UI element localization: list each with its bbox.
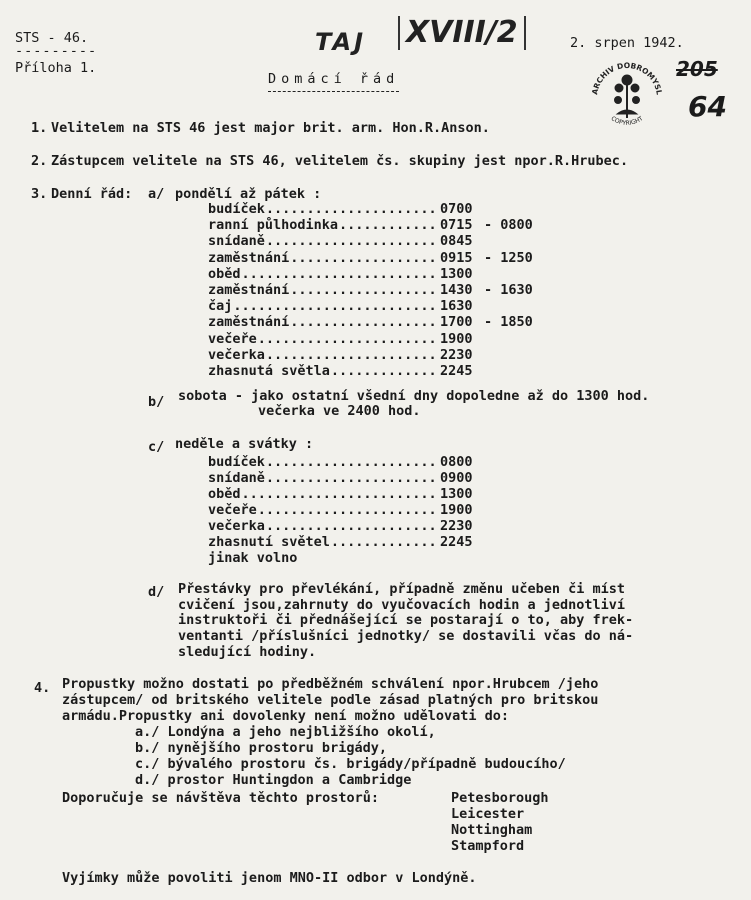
schedule-c-heading: neděle a svátky : bbox=[175, 436, 314, 452]
schedule-a-row-leader-dots: ..................... bbox=[265, 346, 437, 363]
schedule-a-row-time: 1430 bbox=[440, 282, 473, 298]
exceptions-note: Vyjímky může povoliti jenom MNO-II odbor v Londýně. bbox=[62, 870, 477, 886]
schedule-a-row-time: 0845 bbox=[440, 233, 473, 250]
schedule-c-row-leader-dots: ..................... bbox=[265, 470, 437, 486]
schedule-a-row-leader-dots: .................. bbox=[290, 314, 437, 331]
schedule-a-heading: pondělí až pátek : bbox=[175, 186, 322, 202]
schedule-d-line-3: instruktoři či přednášející se postarají o to, aby frek- bbox=[178, 612, 634, 628]
recommended-place-4: Stampford bbox=[451, 838, 525, 854]
item-3-number: 3. bbox=[31, 186, 48, 202]
stamp-bottom-text: COPYRIGHT bbox=[609, 115, 645, 127]
schedule-a-row-time: 1900 bbox=[440, 330, 473, 347]
schedule-a-row-time: 0715 bbox=[440, 217, 473, 234]
item-2-text: Zástupcem velitele na STS 46, velitelem čs. skupiny jest npor.R.Hrubec. bbox=[51, 153, 629, 169]
schedule-a-row-leader-dots: ..................... bbox=[265, 201, 437, 217]
item-4-number: 4. bbox=[34, 680, 51, 696]
schedule-c-row-leader-dots: ..................... bbox=[265, 454, 437, 470]
schedule-a-row-end-time: - 1850 bbox=[484, 314, 533, 331]
schedule-a-row-activity: večerka bbox=[208, 346, 265, 363]
schedule-a-row-time: 2245 bbox=[440, 363, 473, 379]
archive-stamp bbox=[588, 58, 666, 136]
item-1-text: Velitelem na STS 46 jest major brit. arm. Hon.R.Anson. bbox=[51, 120, 490, 136]
schedule-c-row-time: 2230 bbox=[440, 518, 473, 534]
schedule-a-row-leader-dots: ............. bbox=[330, 363, 437, 379]
schedule-c-row-time: 1900 bbox=[440, 502, 473, 518]
schedule-a-row-activity: zaměstnání bbox=[208, 282, 290, 298]
schedule-a-row-leader-dots: ......................... bbox=[233, 298, 437, 315]
schedule-a-row-activity: zaměstnání bbox=[208, 314, 290, 331]
handwritten-file-number: XVIII/2 bbox=[398, 16, 526, 50]
place-d: d./ prostor Huntingdon a Cambridge bbox=[135, 772, 412, 788]
schedule-a-row-leader-dots: ........................ bbox=[241, 265, 437, 282]
recommend-label: Doporučuje se návštěva těchto prostorů: bbox=[62, 790, 379, 806]
schedule-a-row-activity: ranní půlhodinka bbox=[208, 217, 339, 234]
recommended-place-2: Leicester bbox=[451, 806, 525, 822]
schedule-c-row-time: 2245 bbox=[440, 534, 473, 550]
schedule-d-line-4: ventanti /příslušníci jednotky/ se dostavili včas do ná- bbox=[178, 628, 634, 644]
schedule-c-row-activity: večerka bbox=[208, 518, 265, 534]
handwritten-tag: TAJ bbox=[315, 28, 367, 56]
schedule-c-row-leader-dots: ...................... bbox=[257, 502, 437, 518]
schedule-d-line-5: sledující hodiny. bbox=[178, 644, 317, 660]
schedule-c-row-leader-dots: ............. bbox=[330, 534, 437, 550]
item-4-line-3: armádu.Propustky ani dovolenky není možno udělovati do: bbox=[62, 708, 510, 724]
schedule-c-row-activity: budíček bbox=[208, 454, 265, 470]
schedule-a-row-end-time: - 1630 bbox=[484, 282, 533, 298]
schedule-a-marker: a/ bbox=[148, 186, 165, 202]
schedule-c-row-time: 0800 bbox=[440, 454, 473, 470]
ref-underline: --------- bbox=[15, 43, 98, 59]
handwritten-struck-number: 205 bbox=[676, 57, 718, 81]
schedule-a-row-time: 1300 bbox=[440, 265, 473, 282]
schedule-a-row-time: 0700 bbox=[440, 201, 473, 217]
schedule-c-footer: jinak volno bbox=[208, 550, 298, 566]
recommended-place-1: Petesborough bbox=[451, 790, 549, 806]
schedule-a-row-time: 2230 bbox=[440, 346, 473, 363]
schedule-a-row-time: 1630 bbox=[440, 298, 473, 315]
document-date: 2. srpen 1942. bbox=[570, 35, 684, 51]
schedule-a-row-activity: večeře bbox=[208, 330, 257, 347]
schedule-a-row-leader-dots: .................. bbox=[290, 249, 437, 266]
schedule-a-row-time: 1700 bbox=[440, 314, 473, 331]
schedule-b-line-1: sobota - jako ostatní všední dny dopoledne až do 1300 hod. bbox=[178, 388, 650, 404]
item-1-number: 1. bbox=[31, 120, 48, 136]
schedule-c-row-leader-dots: ........................ bbox=[241, 486, 437, 502]
schedule-c-row-activity: zhasnutí světel bbox=[208, 534, 330, 550]
schedule-a-row-activity: zhasnutá světla bbox=[208, 363, 330, 379]
schedule-c-row-activity: večeře bbox=[208, 502, 257, 518]
schedule-c-row-leader-dots: ..................... bbox=[265, 518, 437, 534]
schedule-d-marker: d/ bbox=[148, 584, 165, 600]
stamp-top-text: ARCHIV DOBROMYSL bbox=[590, 60, 664, 96]
schedule-a-row-activity: snídaně bbox=[208, 233, 265, 250]
plant-emblem-icon bbox=[615, 75, 640, 118]
schedule-a-row-activity: čaj bbox=[208, 298, 233, 315]
schedule-d-line-1: Přestávky pro převlékání, případně změnu učeben či míst bbox=[178, 581, 626, 597]
recommended-place-3: Nottingham bbox=[451, 822, 533, 838]
item-4-line-1: Propustky možno dostati po předběžném schválení npor.Hrubcem /jeho bbox=[62, 676, 599, 692]
item-2-number: 2. bbox=[31, 153, 48, 169]
schedule-a-row-activity: budíček bbox=[208, 201, 265, 217]
schedule-a-row-end-time: - 1250 bbox=[484, 249, 533, 266]
schedule-a-row-end-time: - 0800 bbox=[484, 217, 533, 234]
schedule-b-line-2: večerka ve 2400 hod. bbox=[258, 403, 421, 419]
schedule-c-row-time: 1300 bbox=[440, 486, 473, 502]
document-title: Domácí řád bbox=[268, 72, 399, 92]
schedule-a-row-activity: zaměstnání bbox=[208, 249, 290, 266]
attachment-label: Příloha 1. bbox=[15, 60, 97, 76]
item-4-line-2: zástupcem/ od britského velitele podle zásad platných pro britskou bbox=[62, 692, 599, 708]
schedule-a-row-leader-dots: ............ bbox=[339, 217, 437, 234]
item-3-label: Denní řád: bbox=[51, 186, 133, 202]
place-b: b./ nynějšího prostoru brigády, bbox=[135, 740, 387, 756]
schedule-c-row-time: 0900 bbox=[440, 470, 473, 486]
schedule-a-row-activity: oběd bbox=[208, 265, 241, 282]
schedule-b-marker: b/ bbox=[148, 394, 165, 410]
place-c: c./ bývalého prostoru čs. brigády/případně budoucího/ bbox=[135, 756, 566, 772]
schedule-a-row-leader-dots: ..................... bbox=[265, 233, 437, 250]
place-a: a./ Londýna a jeho nejbližšího okolí, bbox=[135, 724, 436, 740]
schedule-c-marker: c/ bbox=[148, 439, 165, 455]
schedule-c-row-activity: oběd bbox=[208, 486, 241, 502]
schedule-d-line-2: cvičení jsou,zahrnuty do vyučovacích hodin a jednotliví bbox=[178, 597, 626, 613]
document-reference: STS - 46. bbox=[15, 30, 89, 46]
handwritten-page-number: 64 bbox=[688, 90, 727, 123]
schedule-c-row-activity: snídaně bbox=[208, 470, 265, 486]
schedule-a-row-leader-dots: ...................... bbox=[257, 330, 437, 347]
schedule-a-row-time: 0915 bbox=[440, 249, 473, 266]
schedule-a-row-leader-dots: .................. bbox=[290, 282, 437, 298]
